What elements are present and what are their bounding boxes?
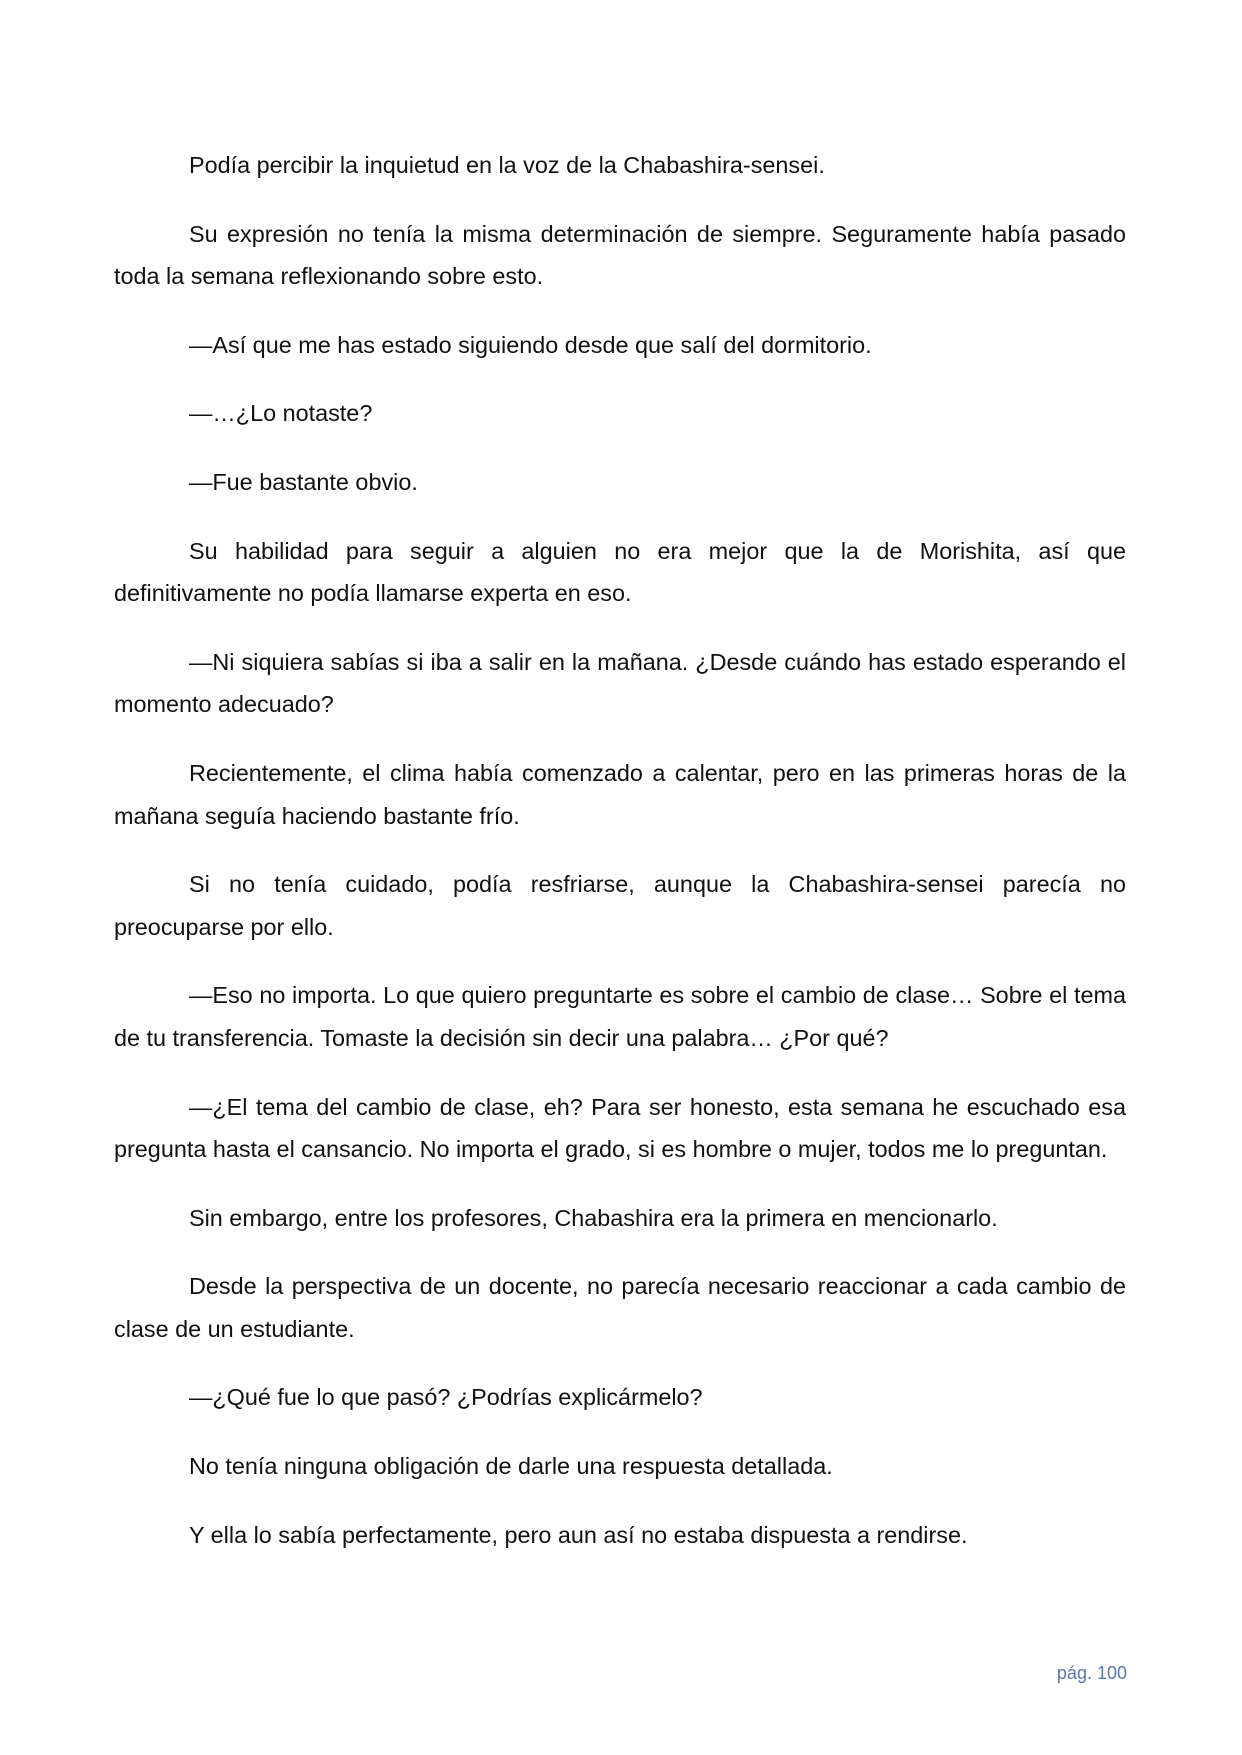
paragraph: —Así que me has estado siguiendo desde que salí del dormitorio. — [189, 331, 872, 358]
paragraph: —…¿Lo notaste? — [189, 400, 373, 427]
paragraph: No tenía ninguna obligación de darle una respuesta detallada. — [189, 1453, 833, 1480]
paragraph: —Fue bastante obvio. — [189, 468, 418, 495]
document-body — [114, 144, 1126, 1582]
paragraph: Si no tenía cuidado, podía resfriarse, aunque la Chabashira-sensei parecía no preocuparse por ello. — [114, 871, 1126, 940]
page-number: pág. 100 — [1056, 1663, 1127, 1683]
paragraph: —¿El tema del cambio de clase, eh? Para ser honesto, esta semana he escuchado esa pregunta hasta el cansancio. No importa el grado, si es hombre o mujer, todos me lo preguntan. — [114, 1093, 1126, 1163]
paragraph: Sin embargo, entre los profesores, Chabashira era la primera en mencionarlo. — [189, 1204, 998, 1231]
paragraph: Y ella lo sabía perfectamente, pero aun así no estaba dispuesta a rendirse. — [189, 1521, 968, 1548]
paragraph: Recientemente, el clima había comenzado a calentar, pero en las primeras horas de la mañana seguía haciendo bastante frío. — [114, 759, 1126, 829]
paragraph: —Ni siquiera sabías si iba a salir en la mañana. ¿Desde cuándo has estado esperando el momento adecuado? — [114, 648, 1126, 718]
paragraph: Su expresión no tenía la misma determinación de siempre. Seguramente había pasado toda la semana reflexionando sobre esto. — [114, 220, 1126, 290]
paragraph: —¿Qué fue lo que pasó? ¿Podrías explicármelo? — [189, 1384, 703, 1411]
paragraph: Desde la perspectiva de un docente, no parecía necesario reaccionar a cada cambio de clase de un estudiante. — [114, 1273, 1126, 1342]
paragraph: —Eso no importa. Lo que quiero preguntarte es sobre el cambio de clase… Sobre el tema de tu transferencia. Tomaste la decisión sin decir una palabra… ¿Por qué? — [114, 982, 1126, 1051]
paragraph: Podía percibir la inquietud en la voz de la Chabashira-sensei. — [189, 152, 825, 178]
paragraph: Su habilidad para seguir a alguien no era mejor que la de Morishita, así que definitivamente no podía llamarse experta en eso. — [114, 537, 1126, 607]
